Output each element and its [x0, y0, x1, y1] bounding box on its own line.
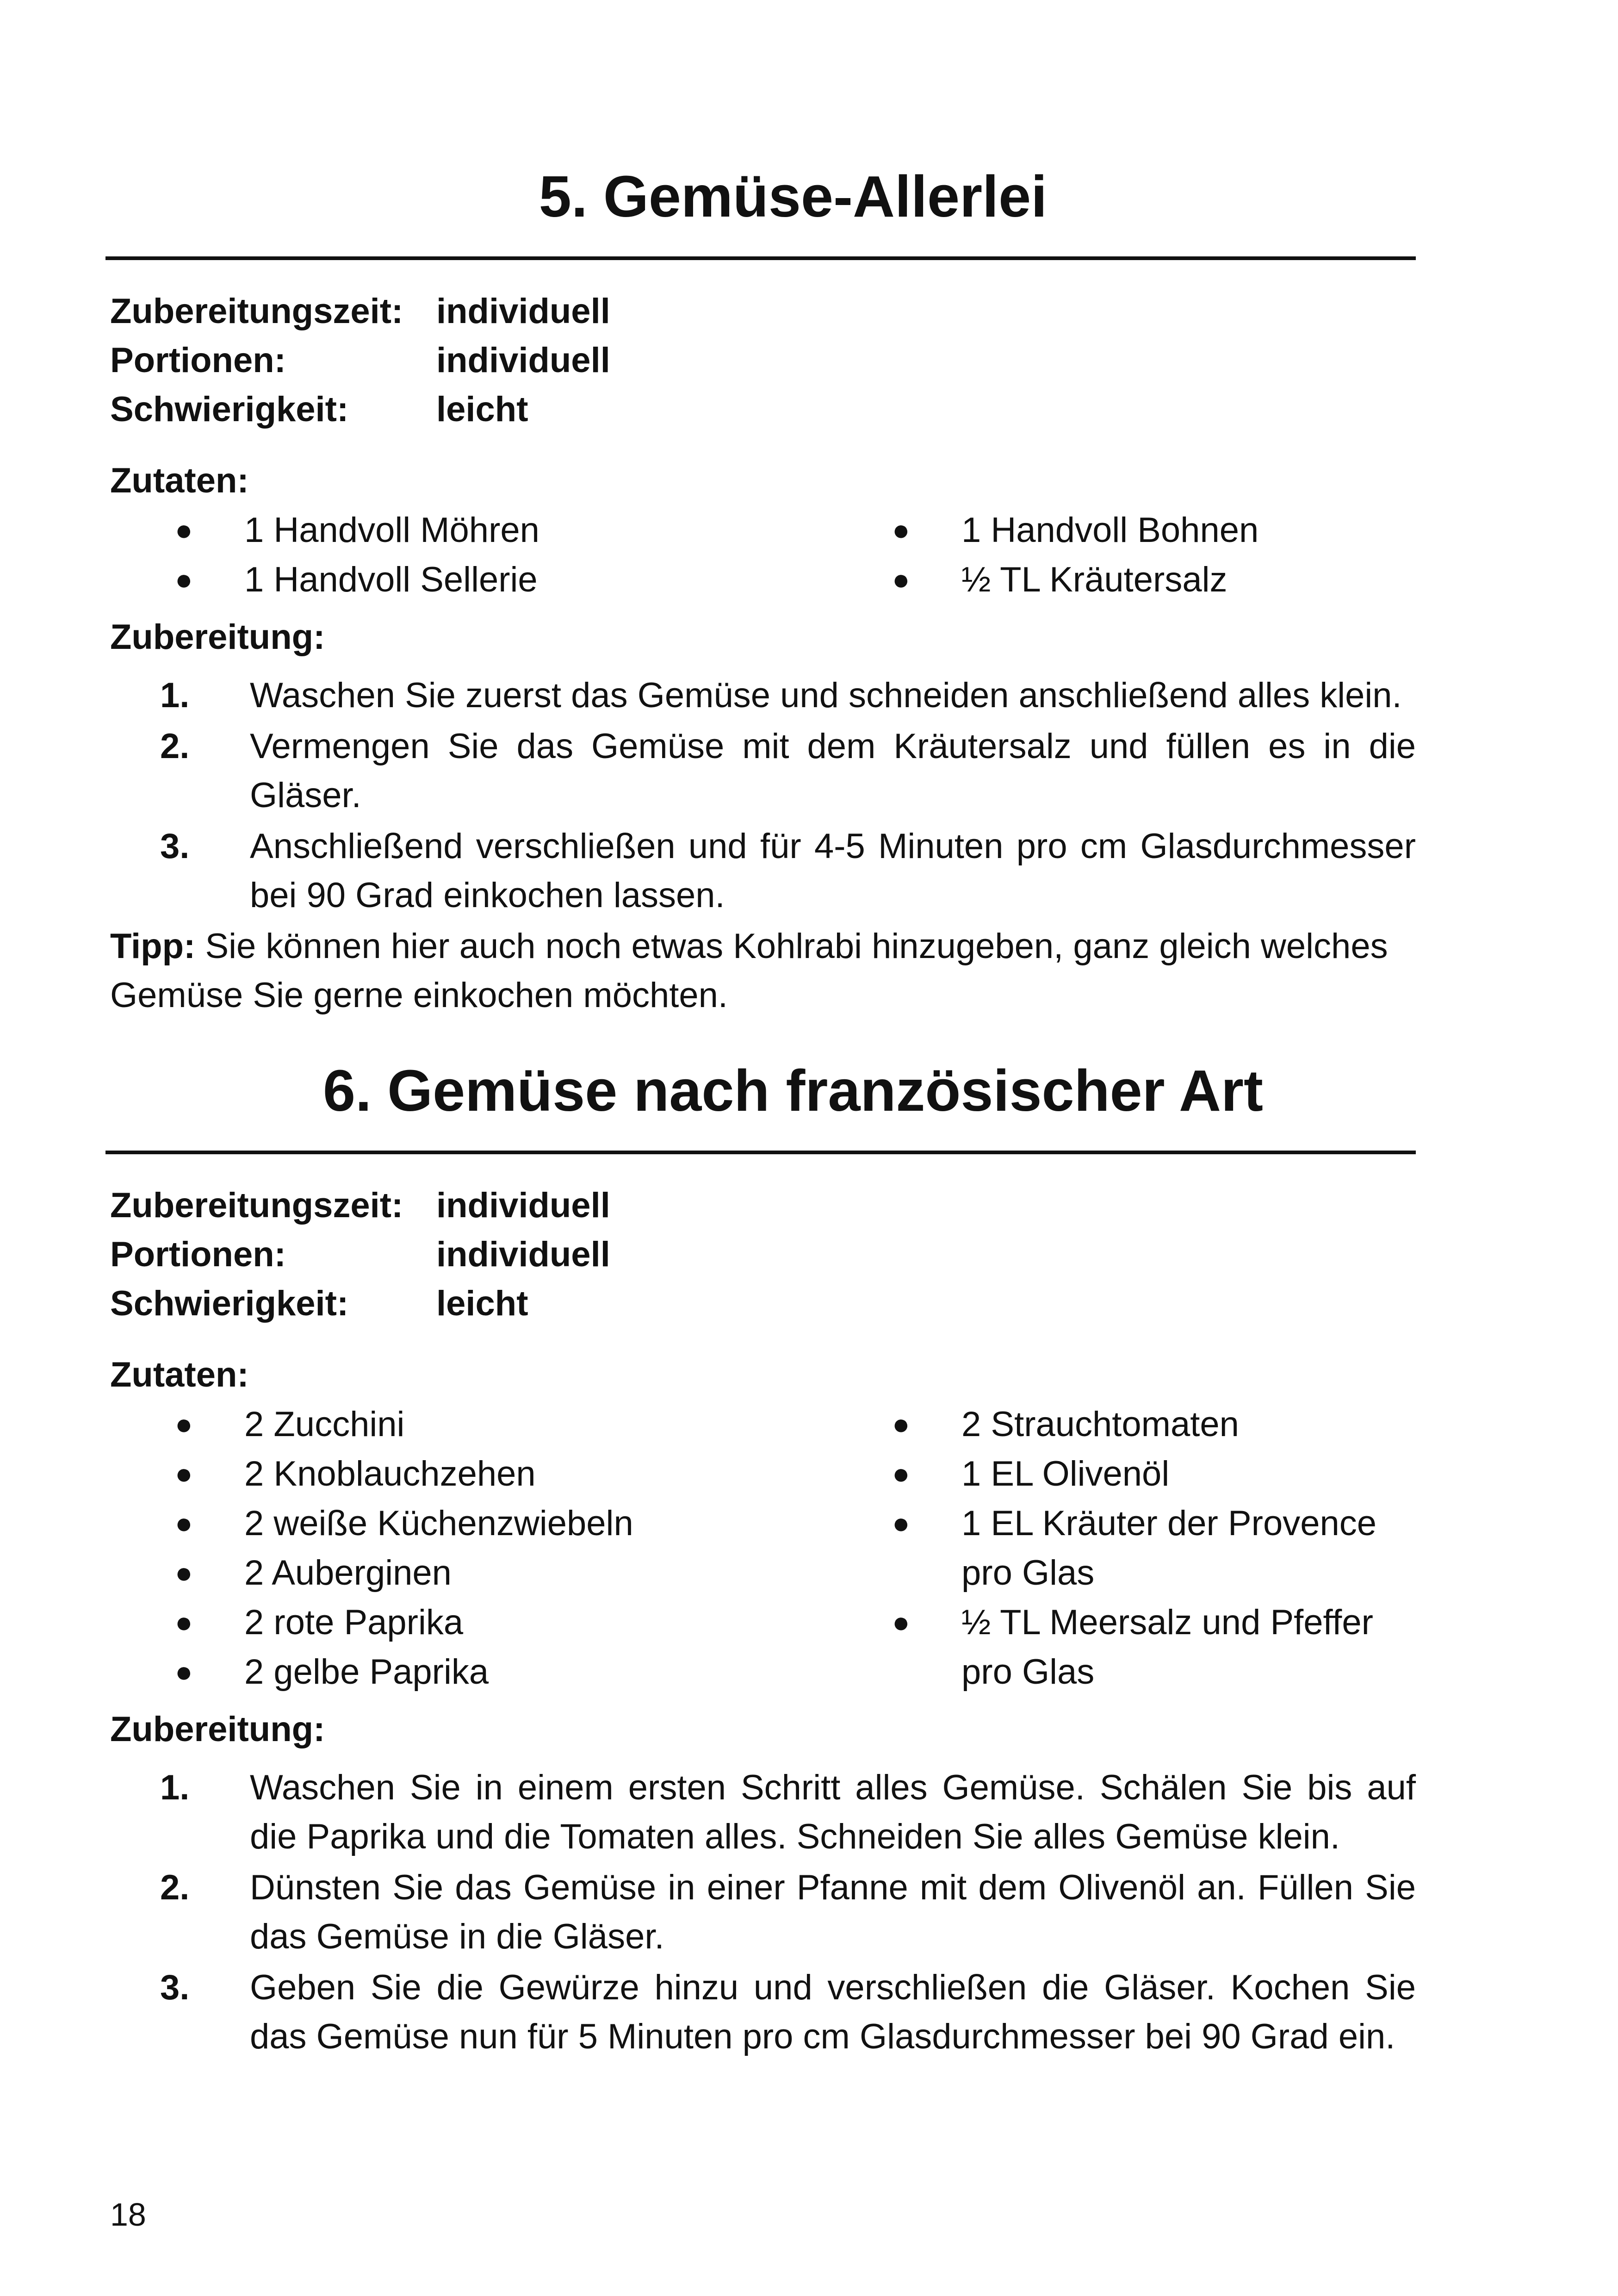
ingredient-text: 1 Handvoll Bohnen: [961, 510, 1259, 550]
step-number: 3.: [160, 827, 190, 866]
ingredient-text: ½ TL Meersalz und Pfeffer pro Glas: [961, 1603, 1373, 1692]
meta-value: individuell: [436, 341, 610, 380]
ingredients-list: [105, 1400, 1416, 1697]
step-item: [105, 822, 1416, 920]
ingredient-item: [175, 1499, 892, 1548]
bullet-icon: ●: [892, 1506, 910, 1540]
ingredients-list: [105, 505, 1416, 604]
step-number: 2.: [160, 727, 190, 766]
ingredient-item: [175, 505, 892, 555]
title-divider: [105, 1151, 1416, 1154]
recipe-title-text: Gemüse-Allerlei: [603, 164, 1048, 229]
meta-value: individuell: [436, 1186, 610, 1225]
preparation-heading: Zubereitung:: [110, 617, 325, 657]
step-item: [105, 722, 1416, 820]
ingredients-heading: Zutaten:: [110, 1355, 249, 1394]
bullet-icon: ●: [892, 1407, 910, 1441]
step-item: [105, 1763, 1416, 1861]
title-divider: [105, 256, 1416, 260]
bullet-icon: ●: [175, 513, 193, 547]
page-number: 18: [110, 2196, 146, 2233]
ingredient-item: [892, 1499, 1401, 1598]
ingredient-text: ½ TL Kräutersalz: [961, 560, 1227, 599]
meta-row-time: [110, 287, 1416, 336]
step-text: Waschen Sie in einem ersten Schritt alles Gemüse. Schälen Sie bis auf die Paprika und die Tomaten alles. Schneiden Sie alles Gemüse klein.: [250, 1768, 1416, 1856]
tip-text: Sie können hier auch noch etwas Kohlrabi hinzugeben, ganz gleich welches Gemüse Sie gerne einkochen möchten.: [110, 927, 1388, 1015]
ingredient-text: 1 EL Olivenöl: [961, 1454, 1170, 1493]
meta-row-portions: [110, 336, 1416, 385]
meta-value: individuell: [436, 292, 610, 331]
step-text: Vermengen Sie das Gemüse mit dem Kräutersalz und füllen es in die Gläser.: [250, 727, 1416, 815]
tip: [105, 922, 1416, 1020]
ingredients-column-right: [892, 1400, 1401, 1697]
step-text: Geben Sie die Gewürze hinzu und verschließen die Gläser. Kochen Sie das Gemüse nun für 5 Minuten pro cm Glasdurchmesser bei 90 Grad ein.: [250, 1968, 1416, 2056]
preparation-heading: Zubereitung:: [110, 1710, 325, 1749]
ingredient-item: [175, 555, 892, 604]
bullet-icon: ●: [892, 513, 910, 547]
ingredient-text: 1 Handvoll Möhren: [244, 510, 539, 550]
ingredients-column-left: [175, 1400, 892, 1697]
recipe-5: [105, 162, 1416, 1020]
preparation-steps: [105, 671, 1416, 920]
ingredient-item: [175, 1400, 892, 1449]
ingredient-item: [175, 1449, 892, 1499]
ingredient-text: 2 Zucchini: [244, 1405, 405, 1444]
meta-label: Portionen:: [110, 1235, 286, 1274]
step-item: [105, 671, 1416, 720]
bullet-icon: ●: [175, 1506, 193, 1540]
ingredient-item: [175, 1548, 892, 1598]
step-text: Anschließend verschließen und für 4-5 Minuten pro cm Glasdurchmesser bei 90 Grad einkochen lassen.: [250, 827, 1416, 915]
meta-label: Zubereitungszeit:: [110, 1186, 403, 1225]
meta-value: individuell: [436, 1235, 610, 1274]
ingredient-text: 2 Knoblauchzehen: [244, 1454, 536, 1493]
ingredient-text: 2 rote Paprika: [244, 1603, 464, 1642]
ingredient-item: [892, 1449, 1401, 1499]
ingredient-item: [892, 505, 1401, 555]
ingredient-item: [175, 1598, 892, 1647]
step-number: 1.: [160, 1768, 190, 1807]
ingredient-text: 2 Auberginen: [244, 1553, 452, 1593]
bullet-icon: ●: [175, 1556, 193, 1589]
recipe-number: 5.: [539, 164, 588, 229]
ingredient-text: 1 EL Kräuter der Provence pro Glas: [961, 1504, 1377, 1593]
bullet-icon: ●: [175, 563, 193, 596]
step-number: 2.: [160, 1868, 190, 1907]
recipe-title: [105, 1056, 1416, 1126]
ingredient-item: [892, 1400, 1401, 1449]
recipe-meta: [105, 287, 1416, 434]
recipe-number: 6.: [322, 1058, 372, 1123]
recipe-meta: [105, 1181, 1416, 1328]
step-number: 3.: [160, 1968, 190, 2007]
ingredient-text: 2 Strauchtomaten: [961, 1405, 1239, 1444]
ingredient-text: 2 gelbe Paprika: [244, 1652, 489, 1692]
ingredient-item: [892, 555, 1401, 604]
meta-label: Portionen:: [110, 341, 286, 380]
meta-row-difficulty: [110, 1279, 1416, 1328]
bullet-icon: ●: [175, 1457, 193, 1490]
meta-label: Schwierigkeit:: [110, 1284, 349, 1323]
recipe-title: [105, 162, 1416, 231]
ingredient-text: 2 weiße Küchenzwiebeln: [244, 1504, 633, 1543]
preparation-steps: [105, 1763, 1416, 2061]
ingredient-item: [892, 1598, 1401, 1697]
recipe-title-text: Gemüse nach französischer Art: [387, 1058, 1264, 1123]
step-text: Waschen Sie zuerst das Gemüse und schneiden anschließend alles klein.: [250, 676, 1402, 715]
bullet-icon: ●: [175, 1407, 193, 1441]
tip-label: Tipp:: [110, 927, 196, 966]
bullet-icon: ●: [892, 1605, 910, 1639]
meta-label: Schwierigkeit:: [110, 390, 349, 429]
meta-label: Zubereitungszeit:: [110, 292, 403, 331]
bullet-icon: ●: [892, 563, 910, 596]
bullet-icon: ●: [175, 1655, 193, 1688]
ingredients-column-left: [175, 505, 892, 604]
ingredient-item: [175, 1647, 892, 1697]
bullet-icon: ●: [175, 1605, 193, 1639]
recipe-6: [105, 1056, 1416, 2063]
bullet-icon: ●: [892, 1457, 910, 1490]
step-text: Dünsten Sie das Gemüse in einer Pfanne mit dem Olivenöl an. Füllen Sie das Gemüse in die Gläser.: [250, 1868, 1416, 1956]
meta-row-time: [110, 1181, 1416, 1230]
ingredients-heading: Zutaten:: [110, 461, 249, 500]
meta-value: leicht: [436, 390, 528, 429]
meta-row-difficulty: [110, 385, 1416, 434]
page: [105, 0, 1416, 2296]
step-item: [105, 1863, 1416, 1961]
meta-row-portions: [110, 1230, 1416, 1279]
step-number: 1.: [160, 676, 190, 715]
ingredients-column-right: [892, 505, 1401, 604]
ingredient-text: 1 Handvoll Sellerie: [244, 560, 538, 599]
meta-value: leicht: [436, 1284, 528, 1323]
step-item: [105, 1963, 1416, 2061]
